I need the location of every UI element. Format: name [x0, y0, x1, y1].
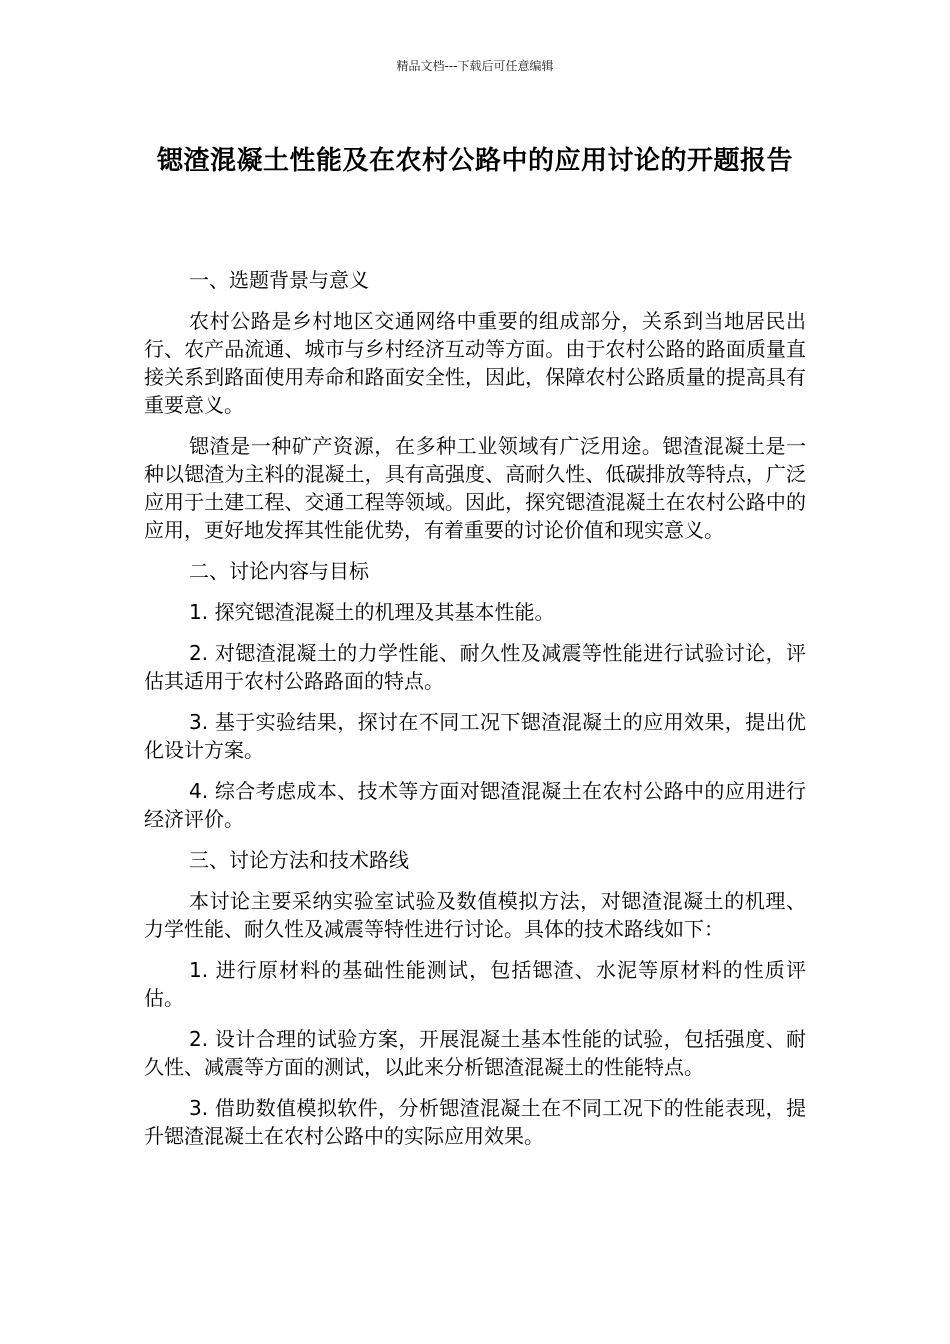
- section-heading: 二、讨论内容与目标: [189, 559, 369, 583]
- section-heading: 三、讨论方法和技术路线: [189, 848, 409, 872]
- header-note: 精品文档---下载后可任意编辑: [396, 59, 554, 73]
- document-body: [144, 266, 806, 1163]
- section-content-goals: [144, 557, 806, 833]
- list-item: 3. 基于实验结果，探讨在不同工况下锶渣混凝土的应用效果，提出优化设计方案。: [144, 710, 806, 762]
- list-item: 3. 借助数值模拟软件，分析锶渣混凝土在不同工况下的性能表现，提升锶渣混凝土在农村公路中的实际应用效果。: [144, 1096, 806, 1148]
- section-background: [144, 266, 806, 544]
- paragraph: 本讨论主要采纳实验室试验及数值模拟方法，对锶渣混凝土的机理、力学性能、耐久性及减震等特性进行讨论。具体的技术路线如下：: [144, 889, 806, 941]
- paragraph: 锶渣是一种矿产资源，在多种工业领域有广泛用途。锶渣混凝土是一种以锶渣为主料的混凝土，具有高强度、高耐久性、低碳排放等特点，广泛应用于土建工程、交通工程等领域。因此，探究锶渣混凝土在农村公路中的应用，更好地发挥其性能优势，有着重要的讨论价值和现实意义。: [144, 434, 806, 542]
- list-item: 4. 综合考虑成本、技术等方面对锶渣混凝土在农村公路中的应用进行经济评价。: [144, 779, 806, 831]
- section-methods: [144, 846, 806, 1150]
- list-item: 1. 进行原材料的基础性能测试，包括锶渣、水泥等原材料的性质评估。: [144, 958, 806, 1010]
- list-item: 1. 探究锶渣混凝土的机理及其基本性能。: [189, 600, 555, 624]
- document-title: 锶渣混凝土性能及在农村公路中的应用讨论的开题报告: [156, 146, 793, 176]
- paragraph: 农村公路是乡村地区交通网络中重要的组成部分，关系到当地居民出行、农产品流通、城市与乡村经济互动等方面。由于农村公路的路面质量直接关系到路面使用寿命和路面安全性，因此，保障农村公路质量的提高具有重要意义。: [144, 309, 806, 417]
- section-heading: 一、选题背景与意义: [189, 268, 369, 292]
- list-item: 2. 对锶渣混凝土的力学性能、耐久性及减震等性能进行试验讨论，评估其适用于农村公路路面的特点。: [144, 641, 806, 693]
- list-item: 2. 设计合理的试验方案，开展混凝土基本性能的试验，包括强度、耐久性、减震等方面的测试，以此来分析锶渣混凝土的性能特点。: [144, 1027, 806, 1079]
